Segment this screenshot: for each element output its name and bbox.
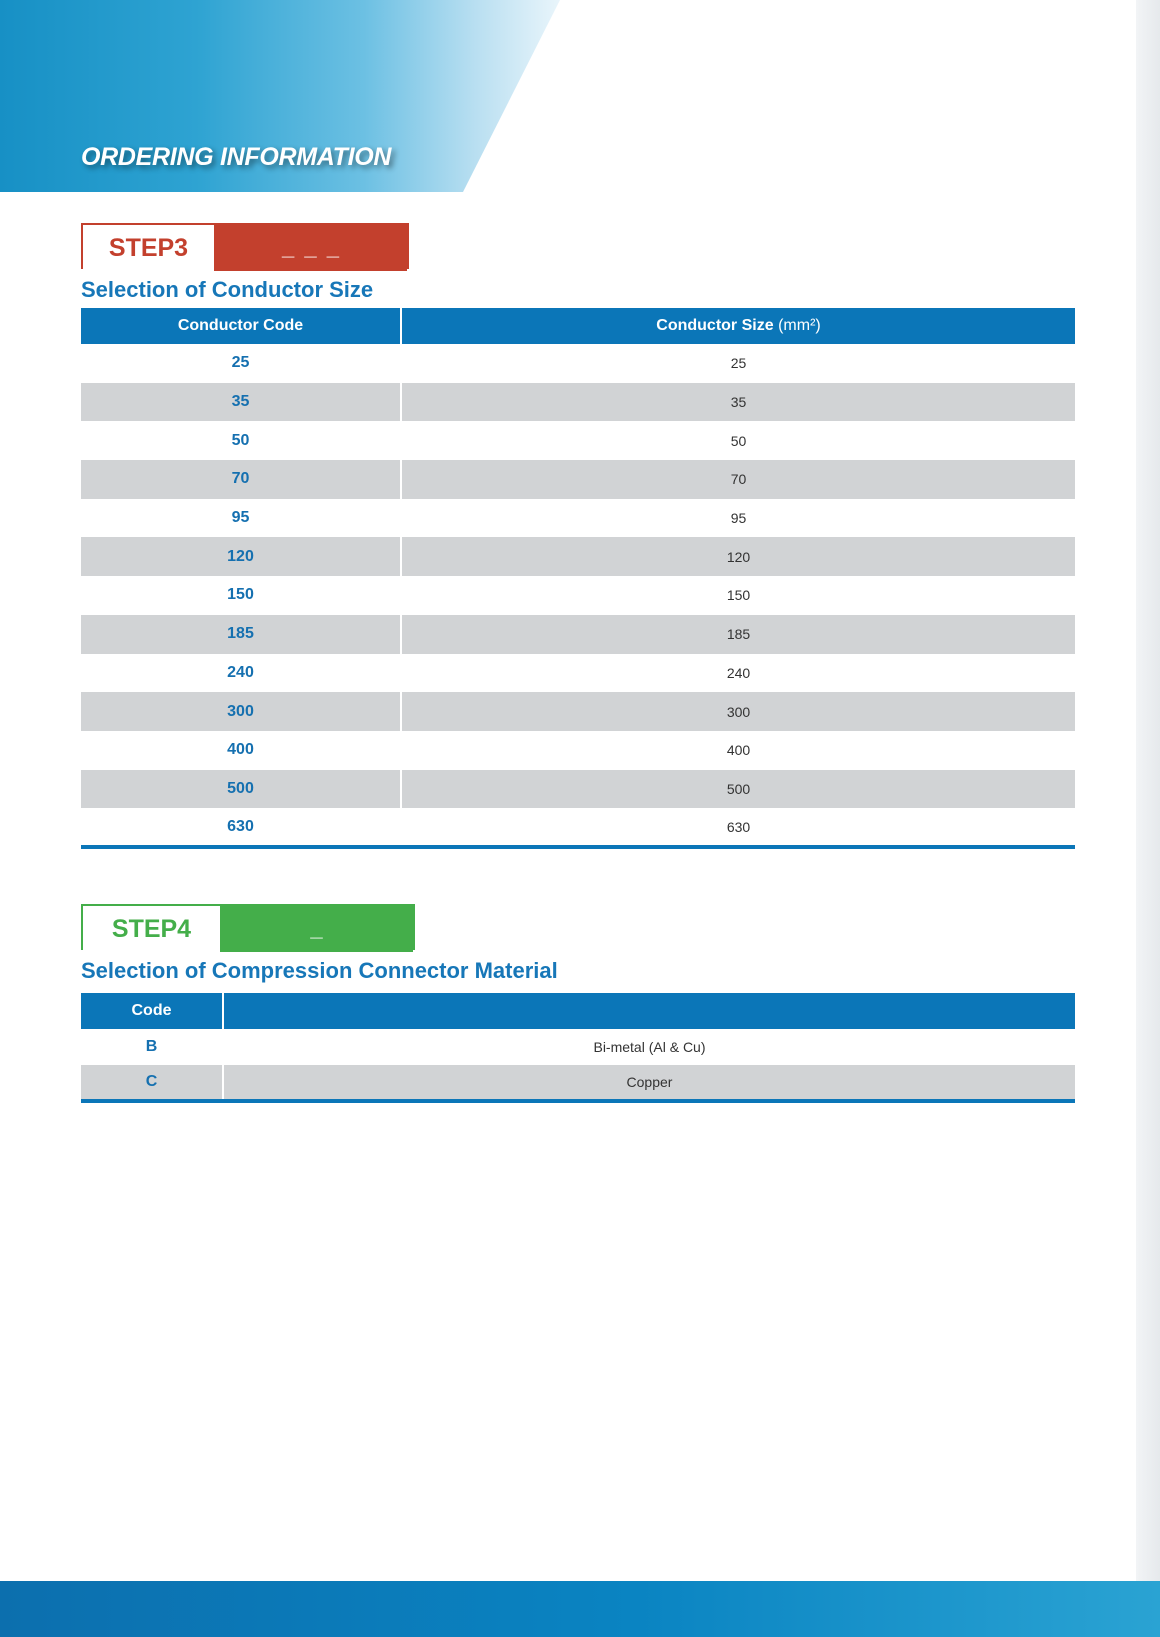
conductor-code-cell: 630 xyxy=(81,808,401,847)
conductor-code-cell: 120 xyxy=(81,537,401,576)
conductor-size-cell: 630 xyxy=(401,808,1075,847)
conductor-code-cell: 185 xyxy=(81,615,401,654)
step3-label: STEP3 xyxy=(83,225,216,271)
material-cell: Bi-metal (Al & Cu) xyxy=(223,1029,1075,1065)
connector-material-table xyxy=(81,993,1075,1103)
conductor-size-table xyxy=(81,308,1075,849)
conductor-size-cell: 95 xyxy=(401,499,1075,538)
conductor-code-header: Conductor Code xyxy=(81,308,401,344)
table-row xyxy=(81,692,1075,731)
table-row xyxy=(81,770,1075,809)
table-row xyxy=(81,344,1075,383)
table-row xyxy=(81,383,1075,422)
page-title: ORDERING INFORMATION xyxy=(81,143,392,171)
step3-code-placeholder: _ _ _ xyxy=(216,225,407,271)
conductor-size-unit: (mm²) xyxy=(778,317,821,334)
conductor-size-cell: 120 xyxy=(401,537,1075,576)
conductor-size-cell: 35 xyxy=(401,383,1075,422)
table-row xyxy=(81,499,1075,538)
table-row xyxy=(81,576,1075,615)
conductor-size-cell: 50 xyxy=(401,421,1075,460)
material-code-cell: B xyxy=(145,1038,158,1055)
step4-badge xyxy=(81,904,415,950)
conductor-code-cell: 150 xyxy=(227,586,254,604)
conductor-size-cell: 400 xyxy=(401,731,1075,770)
table-row xyxy=(81,731,1075,770)
conductor-size-heading: Selection of Conductor Size xyxy=(81,277,374,302)
table-row xyxy=(81,1065,1075,1101)
material-header xyxy=(223,993,1075,1029)
table-header-row xyxy=(81,308,1075,344)
conductor-size-cell: 500 xyxy=(401,770,1075,809)
page-edge-strip xyxy=(1136,0,1160,1637)
table-row xyxy=(81,808,1075,847)
table-row xyxy=(81,421,1075,460)
step3-badge xyxy=(81,223,409,269)
material-cell: Copper xyxy=(223,1065,1075,1101)
conductor-code-cell: 70 xyxy=(81,460,401,499)
conductor-code-cell: 35 xyxy=(81,383,401,422)
table-header-row xyxy=(81,993,1075,1029)
conductor-size-header xyxy=(401,308,1075,344)
conductor-code-cell: 25 xyxy=(231,354,250,372)
conductor-code-cell: 240 xyxy=(227,663,254,681)
material-code-cell: C xyxy=(81,1065,223,1101)
footer-banner xyxy=(0,1581,1160,1637)
conductor-code-cell: 400 xyxy=(227,741,254,759)
table-row xyxy=(81,460,1075,499)
table-row xyxy=(81,537,1075,576)
conductor-size-cell: 240 xyxy=(401,654,1075,693)
table-row xyxy=(81,654,1075,693)
conductor-code-cell: 50 xyxy=(231,431,250,449)
conductor-size-header-label: Conductor Size xyxy=(656,317,774,334)
conductor-code-cell: 500 xyxy=(81,770,401,809)
material-code-header: Code xyxy=(81,993,223,1029)
conductor-size-cell: 185 xyxy=(401,615,1075,654)
connector-material-heading: Selection of Compression Connector Material xyxy=(81,958,558,983)
conductor-code-cell: 95 xyxy=(231,509,250,527)
conductor-code-cell: 300 xyxy=(81,692,401,731)
conductor-size-cell: 25 xyxy=(401,344,1075,383)
table-row xyxy=(81,615,1075,654)
table-row xyxy=(81,1029,1075,1065)
step4-label: STEP4 xyxy=(83,906,222,952)
conductor-size-cell: 70 xyxy=(401,460,1075,499)
conductor-size-cell: 300 xyxy=(401,692,1075,731)
conductor-size-cell: 150 xyxy=(401,576,1075,615)
step4-code-placeholder: _ xyxy=(222,906,413,952)
